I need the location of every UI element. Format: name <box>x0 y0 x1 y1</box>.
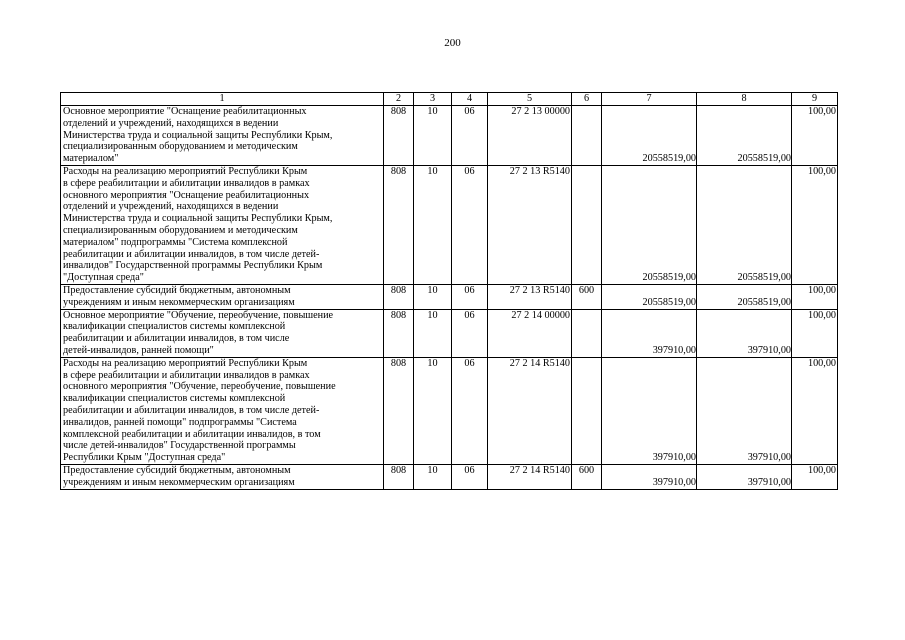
expense-name-line: специализированным оборудованием и методическим <box>63 141 298 153</box>
expense-name-line: Предоставление субсидий бюджетным, автономным <box>63 284 291 296</box>
subsection-code-cell: 06 <box>452 357 488 464</box>
subsection-code-cell: 06 <box>452 284 488 309</box>
expense-name-line: Министерства труда и социальной защиты Республики Крым, <box>63 213 333 225</box>
target-article-cell: 27 2 13 R5140 <box>488 284 572 309</box>
expense-name-line: инвалидов, ранней помощи" подпрограммы "Система <box>63 416 297 428</box>
expense-name-line: квалификации специалистов системы комплексной <box>63 393 286 405</box>
executed-amount-cell: 20558519,00 <box>697 284 792 309</box>
header-cell-7: 7 <box>602 93 697 106</box>
expense-name-line: учреждениям и иным некоммерческим организациям <box>63 296 295 308</box>
expense-name-line: отделений и учреждений, находящихся в ведении <box>63 201 279 213</box>
subsection-code-cell: 06 <box>452 464 488 489</box>
expense-name-line: основного мероприятия "Обучение, переобучение, повышение <box>63 381 336 393</box>
expense-type-cell <box>572 309 602 357</box>
executed-amount-cell: 397910,00 <box>697 464 792 489</box>
header-cell-3: 3 <box>414 93 452 106</box>
section-code-cell: 10 <box>414 464 452 489</box>
expense-name-line: Предоставление субсидий бюджетным, автономным <box>63 464 291 476</box>
target-article-cell: 27 2 14 00000 <box>488 309 572 357</box>
expense-name-cell <box>61 357 384 464</box>
expense-name-line: Основное мероприятие "Обучение, переобучение, повышение <box>63 309 334 321</box>
subsection-code-cell: 06 <box>452 106 488 166</box>
expense-name-cell <box>61 309 384 357</box>
expense-type-cell: 600 <box>572 284 602 309</box>
ministry-code-cell: 808 <box>384 284 414 309</box>
subsection-code-cell: 06 <box>452 309 488 357</box>
expense-type-cell <box>572 357 602 464</box>
expense-name-line: отделений и учреждений, находящихся в ведении <box>63 117 279 129</box>
table-row <box>61 165 838 284</box>
expense-name-line: Расходы на реализацию мероприятий Республики Крым <box>63 165 308 177</box>
ministry-code-cell: 808 <box>384 165 414 284</box>
planned-amount-cell: 397910,00 <box>602 309 697 357</box>
execution-percent-cell: 100,00 <box>792 357 838 464</box>
header-cell-6: 6 <box>572 93 602 106</box>
ministry-code-cell: 808 <box>384 106 414 166</box>
target-article-cell: 27 2 14 R5140 <box>488 357 572 464</box>
section-code-cell: 10 <box>414 165 452 284</box>
executed-amount-cell: 397910,00 <box>697 357 792 464</box>
expense-name-line: "Доступная среда" <box>63 272 144 284</box>
table-body <box>61 93 838 490</box>
expense-type-cell <box>572 165 602 284</box>
expense-name-line: числе детей-инвалидов" Государственной программы <box>63 440 296 452</box>
subsection-code-cell: 06 <box>452 165 488 284</box>
table-row <box>61 357 838 464</box>
expense-name-line: комплексной реабилитации и абилитации инвалидов, в том <box>63 428 321 440</box>
section-code-cell: 10 <box>414 357 452 464</box>
planned-amount-cell: 20558519,00 <box>602 106 697 166</box>
expense-name-line: детей-инвалидов, ранней помощи" <box>63 344 214 356</box>
expense-name-cell <box>61 464 384 489</box>
planned-amount-cell: 397910,00 <box>602 357 697 464</box>
ministry-code-cell: 808 <box>384 309 414 357</box>
execution-percent-cell: 100,00 <box>792 284 838 309</box>
expense-name-line: квалификации специалистов системы комплексной <box>63 321 286 333</box>
expense-name-line: материалом" подпрограммы "Система комплексной <box>63 236 288 248</box>
expense-name-cell <box>61 284 384 309</box>
target-article-cell: 27 2 13 00000 <box>488 106 572 166</box>
table-row <box>61 284 838 309</box>
section-code-cell: 10 <box>414 284 452 309</box>
expense-type-cell: 600 <box>572 464 602 489</box>
target-article-cell: 27 2 14 R5140 <box>488 464 572 489</box>
section-code-cell: 10 <box>414 309 452 357</box>
header-row <box>61 93 838 106</box>
execution-percent-cell: 100,00 <box>792 464 838 489</box>
budget-table <box>60 92 838 490</box>
executed-amount-cell: 397910,00 <box>697 309 792 357</box>
execution-percent-cell: 100,00 <box>792 309 838 357</box>
header-cell-8: 8 <box>697 93 792 106</box>
expense-type-cell <box>572 106 602 166</box>
header-cell-1: 1 <box>61 93 384 106</box>
page-number: 200 <box>444 37 461 49</box>
planned-amount-cell: 20558519,00 <box>602 165 697 284</box>
expense-name-line: Расходы на реализацию мероприятий Республики Крым <box>63 357 308 369</box>
header-cell-9: 9 <box>792 93 838 106</box>
expense-name-line: специализированным оборудованием и методическим <box>63 224 298 236</box>
target-article-cell: 27 2 13 R5140 <box>488 165 572 284</box>
header-cell-4: 4 <box>452 93 488 106</box>
table-row <box>61 309 838 357</box>
expense-name-line: учреждениям и иным некоммерческим организациям <box>63 476 295 488</box>
expense-name-line: материалом" <box>63 153 119 165</box>
expense-name-line: реабилитации и абилитации инвалидов, в том числе <box>63 333 290 345</box>
ministry-code-cell: 808 <box>384 464 414 489</box>
ministry-code-cell: 808 <box>384 357 414 464</box>
expense-name-line: инвалидов" Государственной программы Республики Крым <box>63 260 323 272</box>
expense-name-line: основного мероприятия "Оснащение реабилитационных <box>63 189 310 201</box>
header-cell-5: 5 <box>488 93 572 106</box>
expense-name-cell <box>61 165 384 284</box>
header-cell-2: 2 <box>384 93 414 106</box>
expense-name-line: Министерства труда и социальной защиты Республики Крым, <box>63 129 333 141</box>
expense-name-line: в сфере реабилитации и абилитации инвалидов в рамках <box>63 369 310 381</box>
expense-name-line: реабилитации и абилитации инвалидов, в том числе детей- <box>63 248 320 260</box>
table-row <box>61 106 838 166</box>
planned-amount-cell: 20558519,00 <box>602 284 697 309</box>
expense-name-line: Основное мероприятие "Оснащение реабилитационных <box>63 106 307 117</box>
expense-name-cell <box>61 106 384 166</box>
planned-amount-cell: 397910,00 <box>602 464 697 489</box>
expense-name-line: Республики Крым "Доступная среда" <box>63 452 226 464</box>
table-row <box>61 464 838 489</box>
execution-percent-cell: 100,00 <box>792 106 838 166</box>
executed-amount-cell: 20558519,00 <box>697 106 792 166</box>
expense-name-line: в сфере реабилитации и абилитации инвалидов в рамках <box>63 177 310 189</box>
execution-percent-cell: 100,00 <box>792 165 838 284</box>
expense-name-line: реабилитации и абилитации инвалидов, в том числе детей- <box>63 404 320 416</box>
executed-amount-cell: 20558519,00 <box>697 165 792 284</box>
section-code-cell: 10 <box>414 106 452 166</box>
